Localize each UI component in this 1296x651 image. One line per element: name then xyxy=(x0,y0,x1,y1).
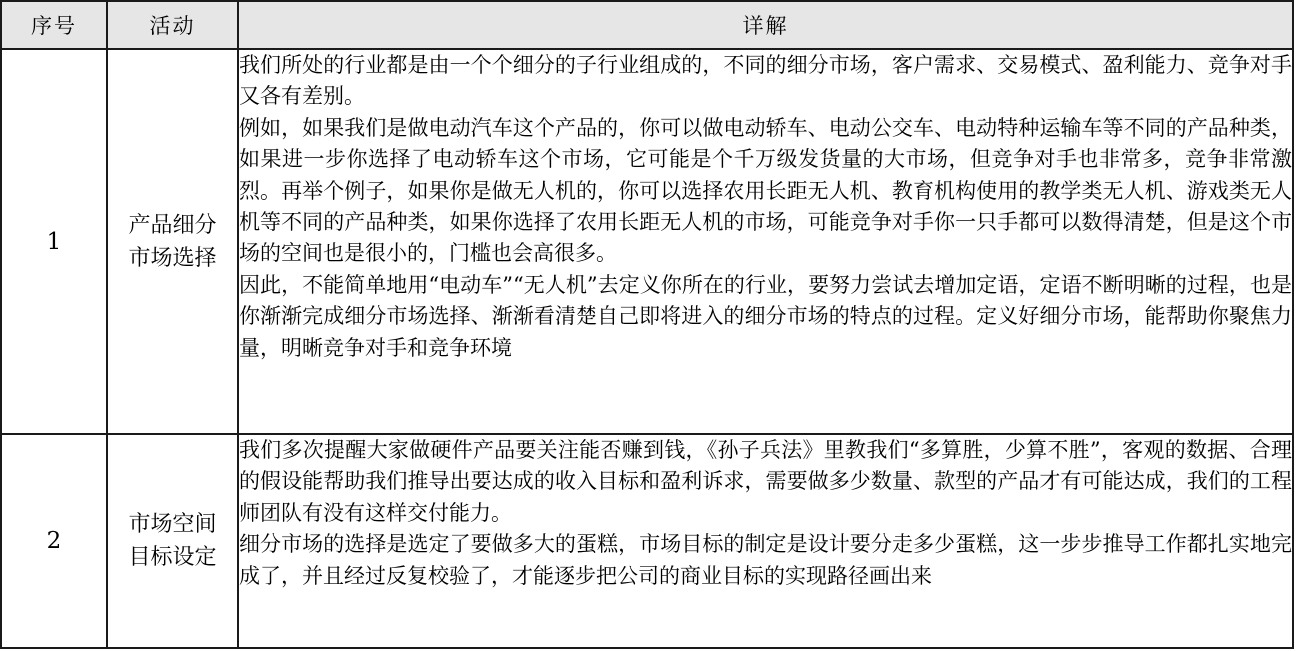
row-activity xyxy=(107,49,238,434)
row-details xyxy=(238,49,1293,434)
activity-line: 市场选择 xyxy=(128,245,217,271)
row-activity xyxy=(107,434,238,648)
detail-paragraph: 细分市场的选择是选定了要做多大的蛋糕，市场目标的制定是设计要分走多少蛋糕，这一步步推导工作都扎实地完成了，并且经过反复校验了，才能逐步把公司的商业目标的实现路径画出来 xyxy=(239,532,1292,588)
header-row xyxy=(1,1,1293,49)
detail-paragraph: 例如，如果我们是做电动汽车这个产品的，你可以做电动轿车、电动公交车、电动特种运输车等不同的产品种类，如果进一步你选择了电动轿车这个市场，它可能是个千万级发货量的大市场，但竞争对手也非常多，竞争非常激烈。再举个例子，如果你是做无人机的，你可以选择农用长距无人机、教育机构使用的教学类无人机、游戏类无人机等不同的产品种类，如果你选择了农用长距无人机的市场，可能竞争对手你一只手都可以数得清楚，但是这个市场的空间也是很小的，门槛也会高很多。 xyxy=(239,115,1292,266)
header-details: 详解 xyxy=(238,1,1293,49)
activity-line: 目标设定 xyxy=(128,545,217,570)
row-number: 2 xyxy=(1,434,107,648)
detail-paragraph: 我们多次提醒大家做硬件产品要关注能否赚到钱，《孙子兵法》里教我们“多算胜，少算不胜”，客观的数据、合理的假设能帮助我们推导出要达成的收入目标和盈利诉求，需要做多少数量、款型的产品才有可能达成，我们的工程师团队有没有这样交付能力。 xyxy=(239,438,1292,525)
detail-paragraph: 我们所处的行业都是由一个个细分的子行业组成的，不同的细分市场，客户需求、交易模式、盈利能力、竞争对手又各有差别。 xyxy=(239,53,1292,109)
activity-line: 市场空间 xyxy=(128,512,217,537)
row-number: 1 xyxy=(1,49,107,434)
header-activity: 活动 xyxy=(107,1,238,49)
detail-paragraph: 因此，不能简单地用“电动车”“无人机”去定义你所在的行业，要努力尝试去增加定语，定语不断明晰的过程，也是你渐渐完成细分市场选择、渐渐看清楚自己即将进入的细分市场的特点的过程。定义好细分市场，能帮助你聚焦力量，明晰竞争对手和竞争环境 xyxy=(239,272,1292,360)
activity-line: 产品细分 xyxy=(128,212,217,238)
table-row xyxy=(1,49,1293,434)
header-serial: 序号 xyxy=(1,1,107,49)
table-row xyxy=(1,434,1293,648)
row-details xyxy=(238,434,1293,648)
